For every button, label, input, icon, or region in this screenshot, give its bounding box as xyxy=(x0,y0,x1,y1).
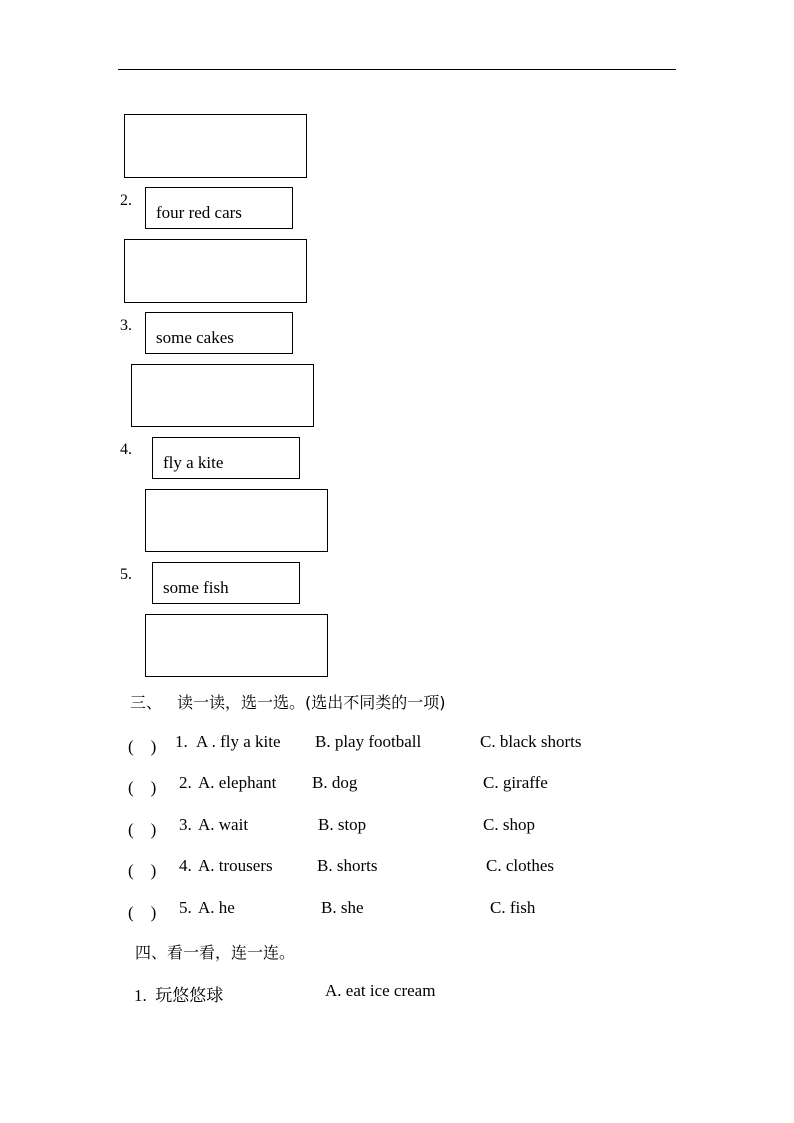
option-b: B. she xyxy=(321,898,364,917)
phrase-label: some fish xyxy=(163,578,229,597)
option-a: A. trousers xyxy=(198,856,273,875)
phrase-box xyxy=(145,187,293,229)
section-heading: 读一读，选一选。(选出不同类的一项) xyxy=(177,693,446,712)
option-c: C. black shorts xyxy=(480,732,582,751)
question-number: 3. xyxy=(179,815,192,834)
option-a: A. wait xyxy=(198,815,249,834)
option-c: C. giraffe xyxy=(483,773,548,792)
answer-paren[interactable]: ( ) xyxy=(128,861,157,880)
item-number: 2. xyxy=(120,192,132,209)
phrase-box xyxy=(145,312,293,354)
answer-paren[interactable]: ( ) xyxy=(128,778,157,797)
section-number: 三、 xyxy=(130,693,163,712)
question-number: 1. xyxy=(175,732,188,751)
option-b: B. shorts xyxy=(317,856,378,875)
question-number: 4. xyxy=(179,856,192,875)
phrase-label: four red cars xyxy=(156,203,242,222)
option-c: C. shop xyxy=(483,815,535,834)
phrase-box xyxy=(152,437,300,479)
answer-paren[interactable]: ( ) xyxy=(128,737,157,756)
section-heading: 四、看一看，连一连。 xyxy=(135,943,296,962)
match-left-item: 1. 玩悠悠球 xyxy=(134,986,224,1005)
answer-box[interactable] xyxy=(124,114,307,178)
option-a: A. elephant xyxy=(198,773,277,792)
option-b: B. dog xyxy=(312,773,358,792)
item-number: 4. xyxy=(120,441,132,458)
phrase-label: fly a kite xyxy=(163,453,224,472)
question-number: 5. xyxy=(179,898,192,917)
item-number: 3. xyxy=(120,317,132,334)
match-right-item: A. eat ice cream xyxy=(325,981,436,1000)
option-c: C. clothes xyxy=(486,856,554,875)
answer-box[interactable] xyxy=(145,614,328,677)
answer-box[interactable] xyxy=(124,239,307,303)
phrase-label: some cakes xyxy=(156,328,234,347)
option-a: A . fly a kite xyxy=(196,732,281,751)
item-number: 5. xyxy=(120,566,132,583)
header-rule xyxy=(118,69,676,70)
question-number: 2. xyxy=(179,773,192,792)
phrase-box xyxy=(152,562,300,604)
answer-box[interactable] xyxy=(131,364,314,427)
option-b: B. stop xyxy=(318,815,367,834)
answer-paren[interactable]: ( ) xyxy=(128,903,157,922)
answer-paren[interactable]: ( ) xyxy=(128,820,157,839)
answer-box[interactable] xyxy=(145,489,328,552)
option-a: A. he xyxy=(198,898,235,917)
option-c: C. fish xyxy=(490,898,536,917)
option-b: B. play football xyxy=(315,732,422,751)
